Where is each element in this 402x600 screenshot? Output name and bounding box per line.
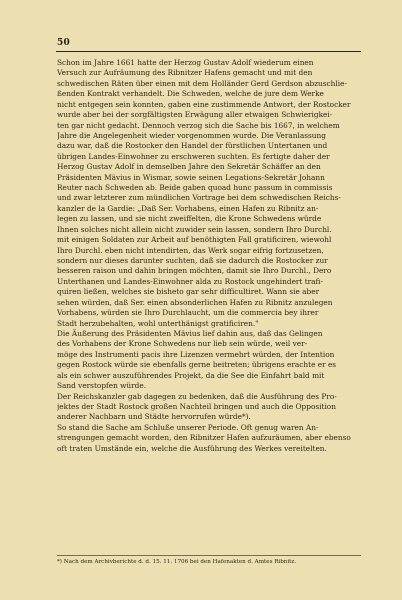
footnote-rule xyxy=(57,555,361,556)
text-line: Vorhabens, würden sie Ihro Durchlaucht, um die commercia bey ihrer xyxy=(57,308,319,318)
text-line: Schon im Jahre 1661 hatte der Herzog Gustav Adolf wiederum einen xyxy=(57,58,314,67)
text-line: oft traten Umstände ein, welche die Ausführung des Werkes vereitelten. xyxy=(57,443,327,453)
text-line: Unterthanen und Landes-Einwohner alda zu Rostock ungehindert trafi- xyxy=(57,276,323,286)
text-line: als ein schwer auszuführendes Projekt, da die See die Einfahrt bald mit xyxy=(57,370,325,380)
text-line: kanzler de la Gardie: „Daß Ser. Vorhabens, einen Hafen zu Ribnitz an- xyxy=(57,203,319,213)
text-line: Präsidenten Mävius in Wismar, sowie seinen Legations-Sekretär Johann xyxy=(57,172,325,182)
text-line: nicht entgegen sein konnten, gaben eine zustimmende Antwort, der Rostocker xyxy=(57,99,351,109)
text-line: möge des Instrumenti pacis ihre Lizenzen vermehrt würden, der Intention xyxy=(57,349,335,359)
text-line: Reuter nach Schweden ab. Beide gaben quoad hunc passum in commissis xyxy=(57,183,333,193)
text-line: des Vorhabens der Krone Schwedens nur lieb sein würde, weil ver- xyxy=(57,339,308,349)
header-rule xyxy=(56,51,361,52)
text-line: und zwar letzterer zum mündlichen Vortrage bei dem schwedischen Reichs- xyxy=(57,193,341,203)
text-line: besseren raison und dahin bringen möchten, damit sie Ihro Durchl., Dero xyxy=(57,266,332,276)
text-line: dazu war, daß die Rostocker den Handel der fürstlichen Untertanen und xyxy=(57,141,328,151)
text-line: Ihro Durchl. eben nicht intendirten, das Werk sogar eifrig fortzusetzen, xyxy=(57,245,324,255)
text-line: Herzog Gustav Adolf in demselben Jahre den Sekretär Schäffer an den xyxy=(57,162,321,172)
text-line: Ihnen solches nicht allein nicht zuwider sein lassen, sondern Ihro Durchl. xyxy=(57,224,332,234)
footnote: *) Nach dem Archivberichte d. d. 15. 11. 1706 bei den Hafenakten d. Amtes Ribnitz. xyxy=(57,559,297,565)
page-number: 50 xyxy=(57,38,71,48)
body-text xyxy=(57,58,361,454)
text-line: strengungen gemacht worden, den Ribnitzer Hafen aufzuräumen, aber ebenso xyxy=(57,433,351,443)
text-line: Der Reichskanzler gab dagegen zu bedenken, daß die Ausführung des Pro- xyxy=(57,391,337,401)
text-line: ßenden Kontrakt verhandelt. Die Schweden, welche de jure dem Werke xyxy=(57,89,324,99)
text-line: So stand die Sache am Schluße unserer Periode. Oft genug waren An- xyxy=(57,422,319,432)
text-line: Jahre die Angelegenheit wieder vorgenommen wurde. Die Veranlassung xyxy=(57,130,326,140)
text-line: sehen würden, daß Ser. einen absonderlichen Hafen zu Ribnitz anzulegen xyxy=(57,297,333,307)
text-line: Die Äußerung des Präsidenten Mävius lief dahin aus, daß das Gelingen xyxy=(57,328,323,338)
text-line: sondern nur dieses darunter suchten, daß sie dadurch die Rostocker zur xyxy=(57,256,328,266)
text-line: legen zu lassen, und sie nicht zweiffelten, die Krone Schwedens würde xyxy=(57,214,322,224)
text-line: gegen Rostock würde sie ebenfalls gerne beitreten; übrigens erachte er es xyxy=(57,360,337,370)
text-line: Sand verstopfen würde. xyxy=(57,381,147,391)
text-line: wurde aber bei der sorgfältigsten Erwägung aller etwaigen Schwierigkei- xyxy=(57,110,333,120)
text-line: übrigen Landes-Einwohner zu erschweren suchten. Es fertigte daher der xyxy=(57,151,330,161)
text-line: Stadt herzubehalten, wohl unterthänigst gratificiren." xyxy=(57,318,259,328)
text-line: jektes der Stadt Rostock großen Nachteil bringen und auch die Opposition xyxy=(57,401,336,411)
text-line: anderer Nachbarn und Städte hervorrufen würde*). xyxy=(57,412,251,422)
text-line: schwedischen Räten über einen mit dem Holländer Gerd Gerdson abzuschlie- xyxy=(57,78,347,88)
text-line: mit einigen Soldaten zur Arbeit auf benöthigten Fall gratificiren, wiewohl xyxy=(57,235,332,245)
text-line: Versuch zur Aufräumung des Ribnitzer Hafens gemacht und mit den xyxy=(57,68,313,78)
text-line: quiren ließen, welches sie bisheto gar sehr difficultiret. Wann sie aber xyxy=(57,287,320,297)
text-line: ten gar nicht gedacht. Dennoch verzog sich die Sache bis 1667, in welchem xyxy=(57,120,340,130)
